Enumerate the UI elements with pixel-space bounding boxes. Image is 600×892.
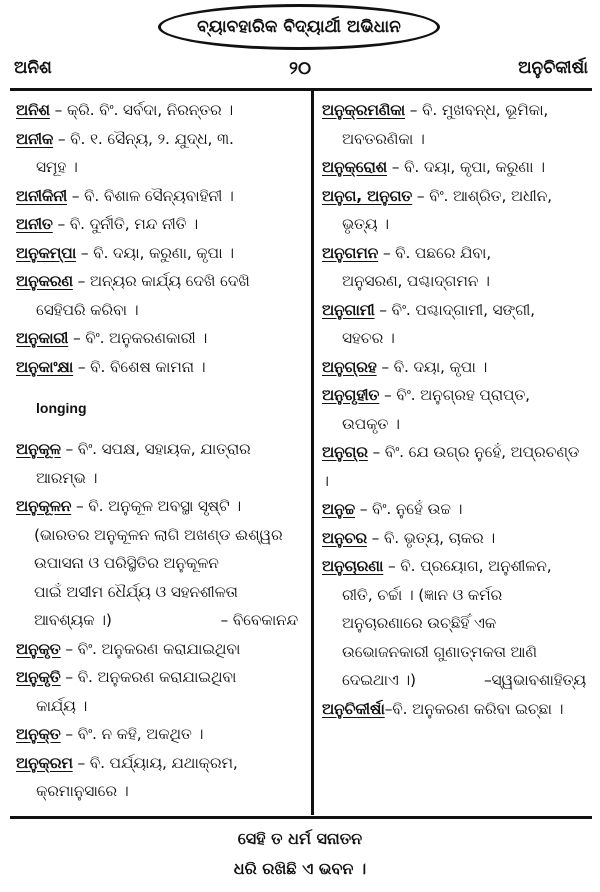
english-gloss: longing — [36, 400, 87, 416]
headword: ଅନୁକୂଳ — [16, 440, 61, 458]
dictionary-entry — [322, 353, 590, 382]
header-rule — [10, 88, 592, 91]
definition: – ବି. ବିଶେଷ କାମନା । — [73, 357, 206, 376]
guide-word-left: ଅନିଶ — [14, 58, 52, 78]
dictionary-title: ବ୍ୟାବହାରିକ ବିଦ୍ୟାର୍ଥୀ ଅଭିଧାନ — [158, 4, 440, 50]
page-footer-verse — [0, 824, 600, 884]
definition: – ବିଂ. ପଶ୍ଚାଦ୍‌ଗାମୀ, ସଙ୍ଗୀ, — [374, 300, 535, 319]
definition: – ବି. ମୁଖବନ୍ଧ, ଭୂମିକା, — [405, 101, 549, 119]
headword: ଅନୁକୃତ — [16, 639, 61, 658]
definition: – ବି. ପ୍ରୟୋଗ, ଅନୁଶୀଳନ, — [383, 557, 552, 575]
definition: – ବି. ଦୁର୍ନୀତି, ମନ୍ଦ ନୀତି । — [52, 215, 199, 233]
definition: – ବିଂ. ଯେ ଉଗ୍ର ନୁହେଁ, ଅପ୍ରଚଣ୍ଡ । — [322, 443, 580, 490]
usage-quote-text: ଦେଇଥାଏ ।) — [342, 671, 416, 689]
headword: ଅନୁକାଂକ୍ଷା — [16, 357, 74, 376]
definition: – ବି. ଦୟା, କୃପା, କରୁଣା । — [386, 158, 545, 176]
dictionary-entry — [322, 438, 590, 495]
headword: ଅନିଶ — [16, 101, 50, 119]
definition: – ଅନ୍ୟର କାର୍ଯ୍ୟ ଦେଖି ଦେଖି — [72, 272, 250, 290]
definition-continuation: ଆରମ୍ଭ । — [36, 468, 98, 487]
definition: – କ୍ରି. ବିଂ. ସର୍ବଦା, ନିରନ୍ତର । — [49, 101, 234, 119]
definition-continuation: ରୀତି, ଚର୍ଚ୍ଚା । (ଜ୍ଞାନ ଓ କର୍ମର — [342, 585, 503, 604]
dictionary-entry — [322, 153, 590, 182]
headword: ଅନୁକାରୀ — [16, 329, 69, 347]
dictionary-entry — [16, 720, 302, 749]
headword: ଅନୀକିନୀ — [16, 186, 68, 205]
definition-continuation: ସେହିପରି କରିବା । — [36, 300, 139, 319]
left-column — [16, 96, 302, 806]
dictionary-entry — [16, 125, 302, 154]
usage-quote-line: (ଭାରତର ଅନୁକୂଳନ ଲାଗି ଅଖଣ୍ଡ ଈଶ୍ୱର — [34, 525, 283, 544]
dictionary-entry — [16, 749, 302, 778]
dictionary-entry — [16, 435, 302, 464]
quote-author: – ବିବେକାନନ୍ଦ — [220, 611, 298, 629]
headword: ଅନୁକ୍ରମଣିକା — [322, 101, 406, 119]
usage-quote-text: ଆବଶ୍ୟକ ।) — [34, 611, 112, 629]
definition: – ବି. ଭୃତ୍ୟ, ଚାକର । — [366, 528, 496, 547]
definition: – ବି. ଦୟା, କୃପା । — [376, 357, 488, 376]
headword: ଅନୁଚର — [322, 528, 367, 547]
headword: ଅନୁଗୃହୀତ — [322, 386, 380, 404]
page-header — [0, 0, 600, 92]
dictionary-entry — [16, 210, 302, 239]
dictionary-entry — [322, 96, 590, 125]
dictionary-entry — [16, 324, 302, 353]
definition: – ବିଂ. ଅନୁଗ୍ରହ ପ୍ରାପ୍ତ, — [379, 386, 530, 404]
headword: ଅନୁଗ, ଅନୁଗତ — [322, 186, 413, 205]
definition: – ବି. ଅନୁକରଣ କରାଯାଇଥିବା — [60, 668, 237, 686]
footer-rule — [10, 816, 592, 819]
definition: – ବି. ଅନୁକୂଳ ଅବସ୍ଥା ସୃଷ୍ଟି । — [71, 497, 242, 515]
dictionary-entry — [16, 353, 302, 382]
definition-continuation: ସହଚର । — [342, 329, 395, 347]
definition: – ବିଂ. ଆଶ୍ରିତ, ଅଧୀନ, — [412, 186, 552, 205]
footer-verse-line: ସେହି ତ ଧର୍ମ ସନାତନ — [237, 829, 363, 848]
dictionary-entry — [16, 239, 302, 268]
definition-continuation: ଭୃତ୍ୟ । — [342, 215, 389, 233]
definition: – ବିଂ. ସପକ୍ଷ, ସହାୟକ, ଯାତ୍ରାର — [60, 440, 251, 458]
headword: ଅନୁଗ୍ର — [322, 443, 368, 461]
definition-continuation: ସମୂହ । — [36, 158, 78, 176]
definition: – ବିଂ. ଅନୁକରଣ କରାଯାଇଥିବା — [60, 639, 241, 658]
quote-author: –ସ୍ୱଭାବଶାହିତ୍ୟ — [483, 671, 586, 689]
dictionary-entry — [16, 267, 302, 296]
headword: ଅନୁଚାରଣା — [322, 557, 384, 575]
usage-quote-line — [16, 606, 302, 635]
column-divider — [311, 91, 314, 815]
dictionary-entry — [16, 182, 302, 211]
usage-quote-line: ଉପାସନା ଓ ପରିସ୍ଥିତିର ଅନୁକୂଳନ — [34, 554, 219, 572]
headword: ଅନୁଚ୍ଚ — [322, 500, 355, 518]
headword: ଅନୁଗମନ — [322, 243, 379, 262]
dictionary-entry — [322, 695, 590, 724]
guide-word-right: ଅନୁଚିକୀର୍ଷା — [518, 58, 588, 78]
headword: ଅନୁକରଣ — [16, 272, 73, 290]
dictionary-entry — [322, 552, 590, 581]
definition: – ବିଂ. ନୁହେଁ ଉଚ୍ଚ । — [354, 500, 463, 518]
usage-quote-line — [322, 666, 590, 695]
dictionary-entry — [322, 381, 590, 410]
definition-continuation: ଉପକୃତ । — [342, 414, 400, 433]
headword: ଅନୁକୃତି — [16, 668, 61, 686]
headword: ଅନୁଚିକୀର୍ଷା — [322, 699, 385, 718]
usage-quote-line: ପାଇଁ ଅସୀମ ଧୈର୍ଯ୍ୟ ଓ ସହନଶୀଳତା — [34, 582, 238, 601]
footer-verse-line: ଧରି ରଖିଛି ଏ ଭବନ । — [233, 859, 367, 878]
definition: – ବିଂ. ଅନୁକରଣକାରୀ । — [68, 329, 208, 347]
definition: – ବି. ପର୍ଯ୍ୟାୟ, ଯଥାକ୍ରମ, — [72, 753, 238, 772]
definition: – ବି. ବିଶାଳ ସୈନ୍ୟବାହିନୀ । — [67, 186, 234, 205]
definition: – ବି. ପଛରେ ଯିବା, — [378, 243, 491, 262]
headword: ଅନୁଗ୍ରହ — [322, 357, 377, 376]
dictionary-entry — [322, 495, 590, 524]
page-number: ୨୦ — [289, 58, 311, 79]
usage-quote-line: ଅନୁଚାରଣାରେ ଉଚ୍ଛିହିଁ ଏକ — [342, 614, 496, 632]
headword: ଅନୀତ — [16, 215, 53, 233]
headword: ଅନୁଗାମୀ — [322, 300, 375, 319]
headword: ଅନୁକୂଳନ — [16, 497, 72, 515]
definition: –ବି. ଅନୁକରଣ କରିବା ଇଚ୍ଛା । — [384, 699, 564, 718]
headword: ଅନୁକ୍ରୋଶ — [322, 158, 387, 176]
definition: – ବିଂ. ନ କହି, ଅକଥିତ । — [60, 725, 204, 743]
dictionary-entry — [16, 663, 302, 692]
dictionary-entry — [322, 239, 590, 268]
dictionary-entry — [16, 96, 302, 125]
right-column — [322, 96, 590, 723]
definition: – ବି. ଦୟା, କରୁଣା, କୃପା । — [76, 243, 234, 262]
dictionary-entry — [322, 296, 590, 325]
dictionary-entry — [16, 492, 302, 521]
definition: – ବି. ୧. ସୈନ୍ୟ, ୨. ଯୁଦ୍ଧ, ୩. — [53, 129, 234, 148]
definition-continuation: କ୍ରମାନୁସାରେ । — [36, 782, 129, 800]
dictionary-entry — [322, 524, 590, 553]
headword: ଅନୁକମ୍ପା — [16, 243, 77, 262]
headword: ଅନୁକ୍ତ — [16, 725, 61, 743]
headword: ଅନୁକ୍ରମ — [16, 753, 73, 772]
definition-continuation: ଅନୁସରଣ, ପଶ୍ଚାଦ୍‌ଗମନ । — [342, 272, 490, 290]
dictionary-entry — [16, 635, 302, 664]
dictionary-entry — [322, 182, 590, 211]
definition-continuation: କାର୍ଯ୍ୟ । — [36, 696, 88, 715]
headword: ଅନୀକ — [16, 129, 54, 148]
usage-quote-line: ଉଭୋଜନକାରୀ ଗୁଣାତ୍ମକତା ଆଣି — [342, 642, 537, 661]
definition-continuation: ଅବତରଣିକା । — [342, 129, 425, 148]
